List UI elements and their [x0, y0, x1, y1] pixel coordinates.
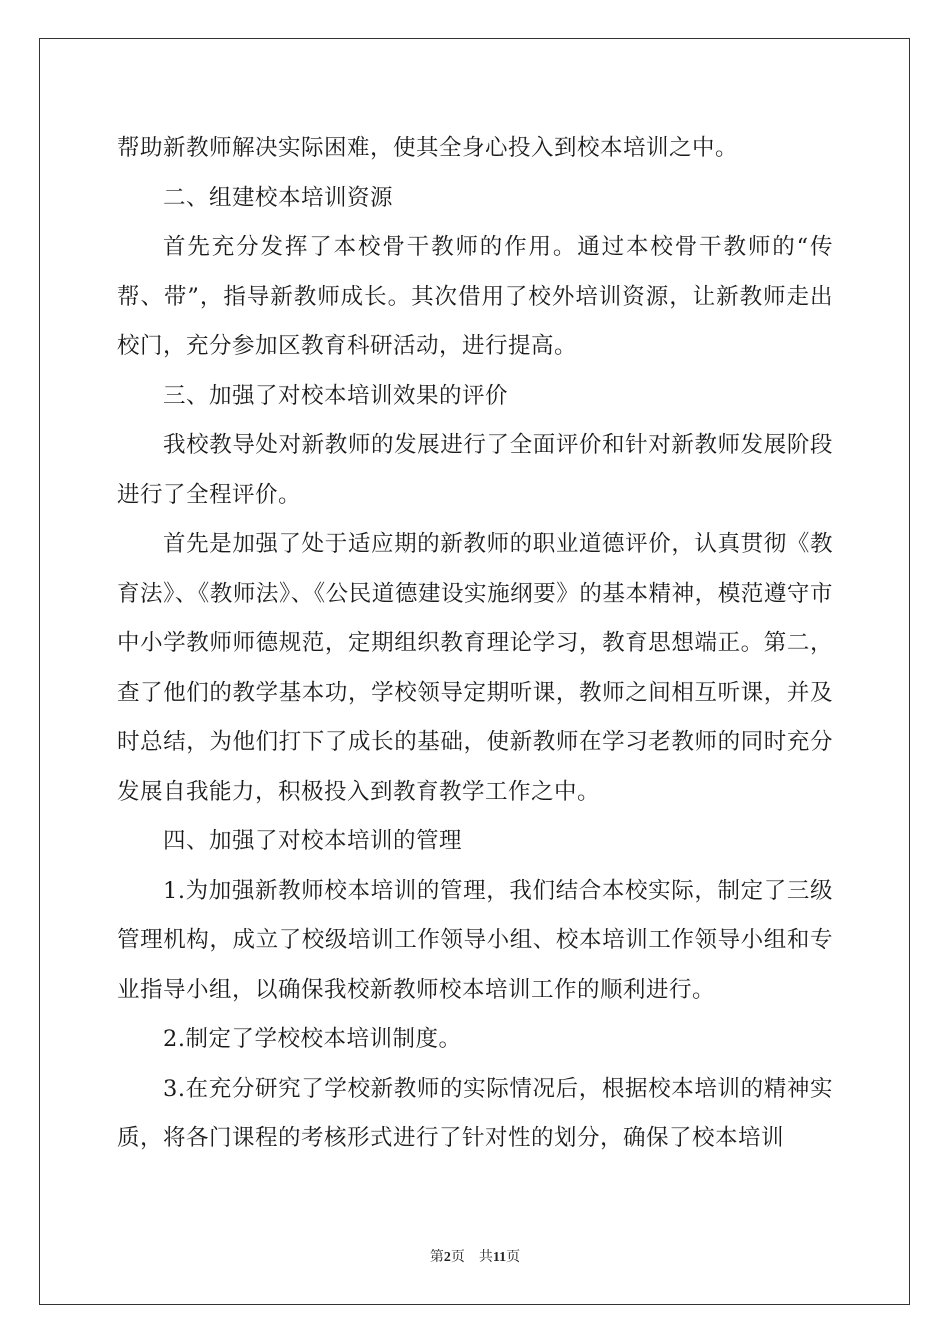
total-pages: 11 [492, 1250, 507, 1265]
list-item-3: 3.在充分研究了学校新教师的实际情况后，根据校本培训的精神实质，将各门课程的考核形式进行了针对性的划分，确保了校本培训 [117, 1075, 833, 1151]
document-body [117, 124, 833, 1164]
paragraph-5: 我校教导处对新教师的发展进行了全面评价和针对新教师发展阶段进行了全程评价。 [117, 432, 833, 508]
list-item-2: 2.制定了学校校本培训制度。 [163, 1026, 462, 1052]
section-heading-4: 四、加强了对校本培训的管理 [163, 828, 463, 854]
paragraph-6: 首先是加强了处于适应期的新教师的职业道德评价，认真贯彻《教育法》、《教师法》、《公民道德建设实施纲要》的基本精神，模范遵守市中小学教师师德规范，定期组织教育理论学习，教育思想端正。第二，查了他们的教学基本功，学校领导定期听课，教师之间相互听课，并及时总结，为他们打下了成长的基础，使新教师在学习老教师的同时充分发展自我能力，积极投入到教育教学工作之中。 [117, 531, 833, 805]
section-heading-3: 三、加强了对校本培训效果的评价 [163, 382, 509, 409]
page-suffix: 页 [450, 1250, 465, 1265]
paragraph-1: 帮助新教师解决实际困难，使其全身心投入到校本培训之中。 [117, 135, 739, 161]
page-number: 2 [443, 1250, 451, 1265]
page-prefix: 第 [429, 1250, 444, 1265]
list-item-1: 1.为加强新教师校本培训的管理，我们结合本校实际，制定了三级管理机构，成立了校级培训工作领导小组、校本培训工作领导小组和专业指导小组，以确保我校新教师校本培训工作的顺利进行。 [117, 877, 833, 1003]
page-footer [0, 1246, 950, 1266]
section-heading-2: 二、组建校本培训资源 [163, 184, 394, 211]
total-prefix: 共 [478, 1250, 493, 1265]
paragraph-3: 首先充分发挥了本校骨干教师的作用。通过本校骨干教师的“传帮、带”，指导新教师成长。其次借用了校外培训资源，让新教师走出校门，充分参加区教育科研活动，进行提高。 [117, 234, 833, 359]
total-suffix: 页 [506, 1250, 521, 1265]
